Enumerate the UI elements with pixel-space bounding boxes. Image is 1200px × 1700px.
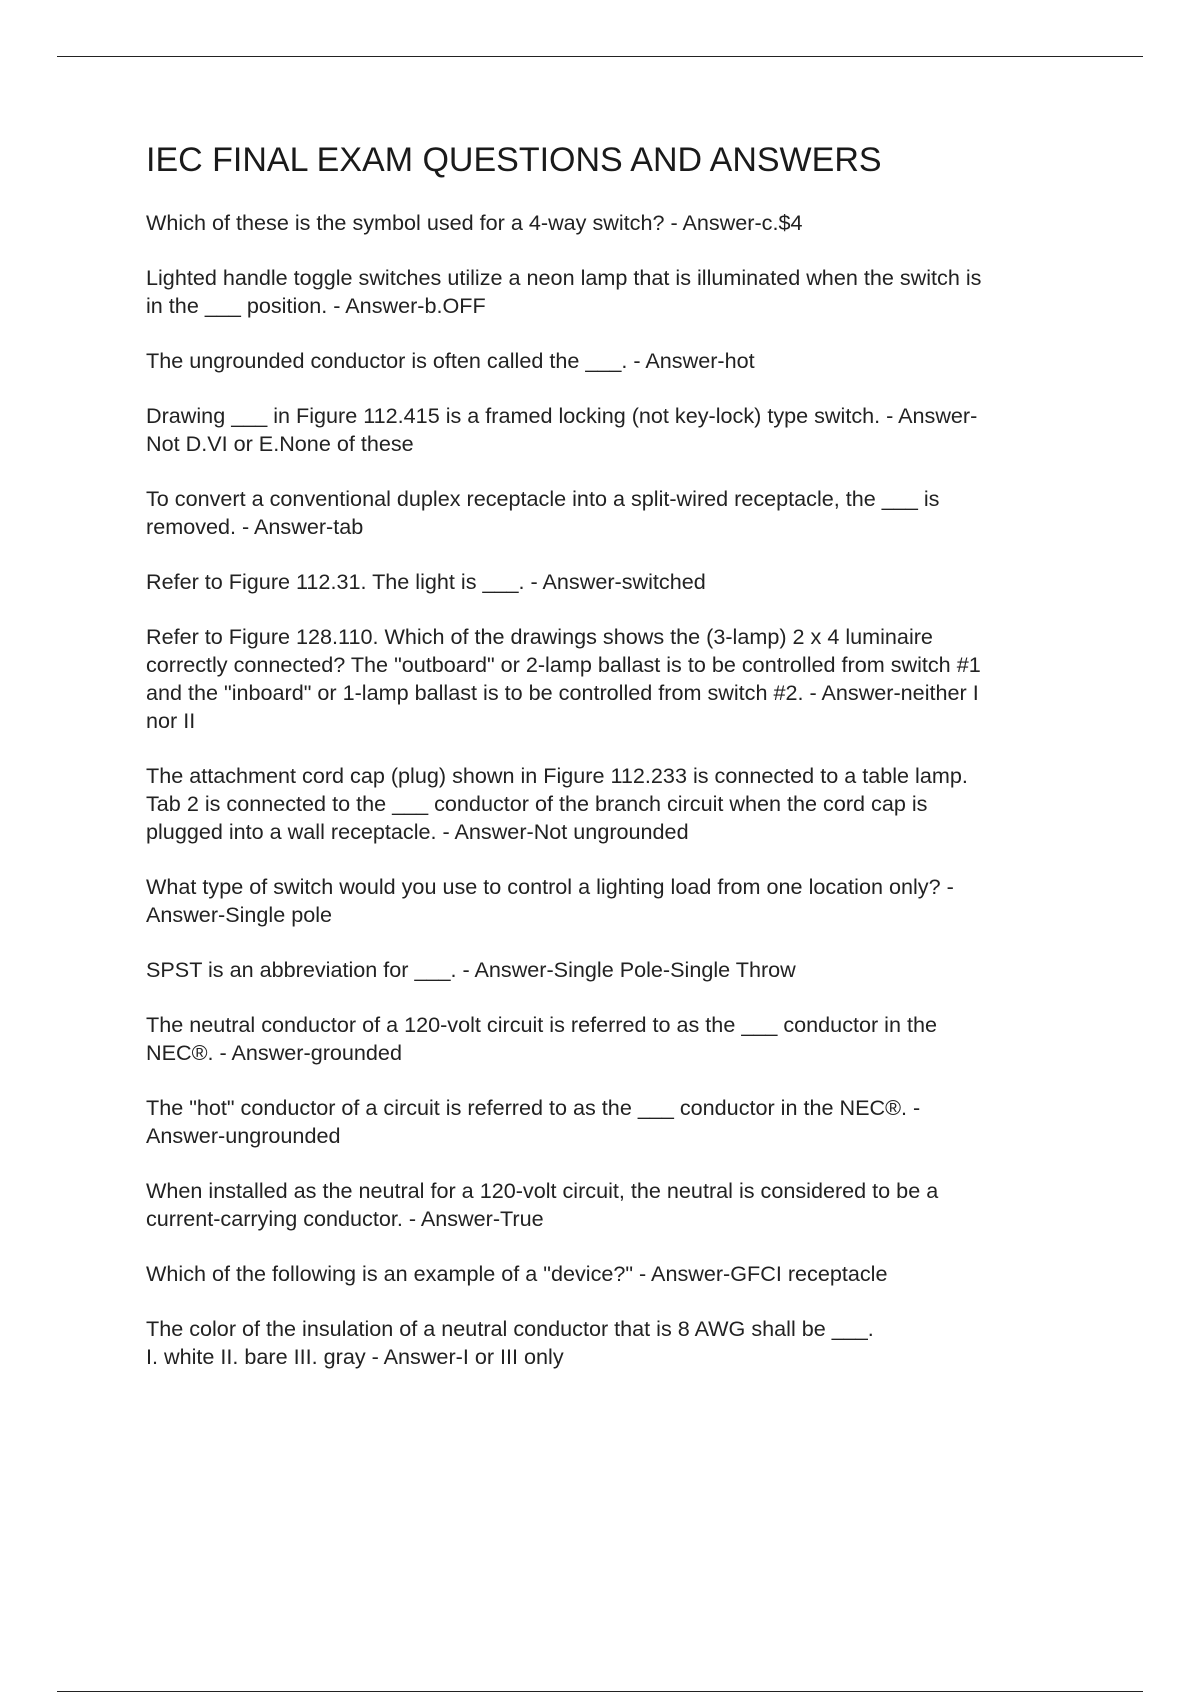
qa-item-15: The color of the insulation of a neutral conductor that is 8 AWG shall be ___. I. white II. bare III. gray - Answer-I or III only bbox=[146, 1316, 874, 1369]
qa-item-4: Drawing ___ in Figure 112.415 is a framed locking (not key-lock) type switch. - Answer- Not D.VI or E.None of these bbox=[146, 403, 978, 456]
qa-item-11: The neutral conductor of a 120-volt circuit is referred to as the ___ conductor in the NEC®. - Answer-grounded bbox=[146, 1012, 938, 1065]
qa-item-8: The attachment cord cap (plug) shown in Figure 112.233 is connected to a table lamp. Tab 2 is connected to the ___ conductor of the branch circuit when the cord cap is plugged into a wall receptacle. - Answer-Not ungrounded bbox=[146, 763, 968, 844]
document-title: IEC FINAL EXAM QUESTIONS AND ANSWERS bbox=[146, 141, 882, 179]
qa-item-10: SPST is an abbreviation for ___. - Answer-Single Pole-Single Throw bbox=[146, 957, 796, 982]
top-divider bbox=[57, 56, 1143, 57]
qa-item-5: To convert a conventional duplex receptacle into a split-wired receptacle, the ___ is removed. - Answer-tab bbox=[146, 486, 940, 539]
qa-item-12: The "hot" conductor of a circuit is referred to as the ___ conductor in the NEC®. - Answer-ungrounded bbox=[146, 1095, 921, 1148]
question-answer-list bbox=[146, 209, 1091, 1371]
qa-item-9: What type of switch would you use to control a lighting load from one location only? - Answer-Single pole bbox=[146, 874, 954, 927]
qa-item-2: Lighted handle toggle switches utilize a neon lamp that is illuminated when the switch is in the ___ position. - Answer-b.OFF bbox=[146, 265, 982, 318]
qa-item-6: Refer to Figure 112.31. The light is ___. - Answer-switched bbox=[146, 569, 706, 594]
bottom-divider bbox=[57, 1691, 1143, 1692]
qa-item-13: When installed as the neutral for a 120-volt circuit, the neutral is considered to be a current-carrying conductor. - Answer-True bbox=[146, 1178, 939, 1231]
document-body bbox=[146, 140, 1091, 1398]
qa-item-3: The ungrounded conductor is often called the ___. - Answer-hot bbox=[146, 348, 755, 373]
qa-item-7: Refer to Figure 128.110. Which of the drawings shows the (3-lamp) 2 x 4 luminaire correctly connected? The "outboard" or 2-lamp ballast is to be controlled from switch #1 and the "inboard" or 1-lamp ballast is to be controlled from switch #2. - Answer-neither I nor II bbox=[146, 624, 981, 733]
qa-item-1: Which of these is the symbol used for a 4-way switch? - Answer-c.$4 bbox=[146, 210, 803, 235]
qa-item-14: Which of the following is an example of a "device?" - Answer-GFCI receptacle bbox=[146, 1261, 888, 1286]
